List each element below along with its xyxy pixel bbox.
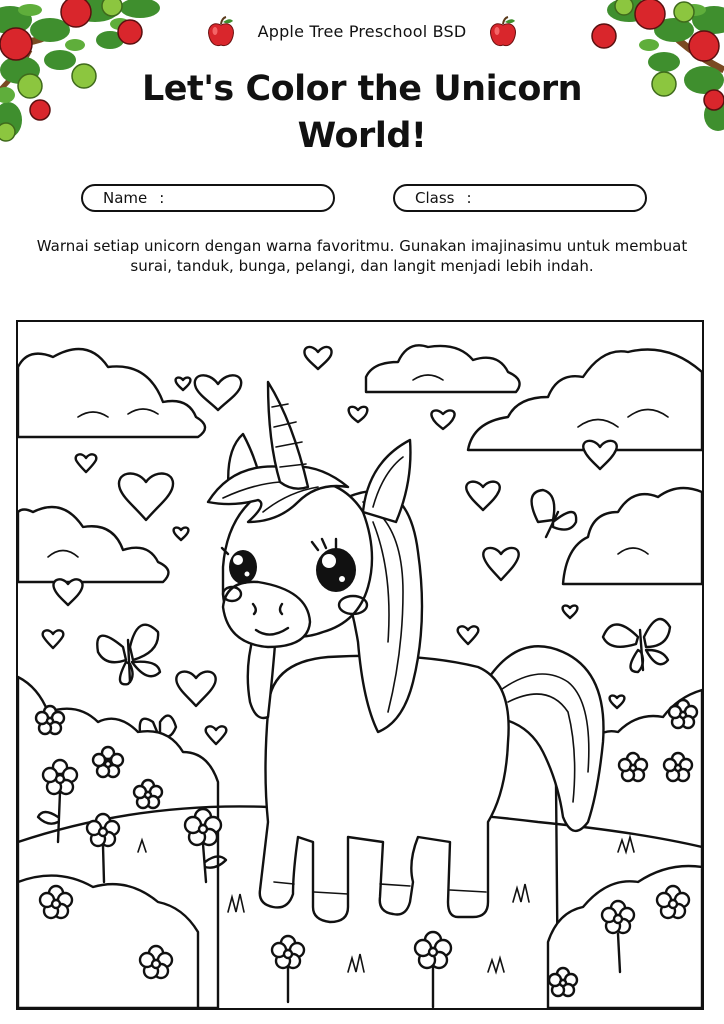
heart-icon: [174, 528, 189, 540]
class-label: Class: [415, 189, 455, 207]
butterfly-icon: [603, 619, 670, 672]
coloring-frame[interactable]: [16, 320, 704, 1010]
flower-icon: [415, 932, 451, 1007]
flower-icon: [272, 936, 304, 1002]
name-label: Name: [103, 189, 148, 207]
cloud-icon: [563, 488, 702, 584]
heart-icon: [431, 410, 454, 429]
heart-icon: [466, 482, 499, 510]
cloud-icon: [18, 349, 205, 437]
heart-icon: [610, 696, 625, 708]
cloud-icon: [366, 345, 520, 392]
heart-icon: [195, 375, 241, 410]
heart-icon: [176, 672, 215, 706]
unicorn-illustration: [18, 322, 702, 1008]
butterfly-icon: [97, 625, 160, 685]
heart-icon: [176, 378, 191, 390]
class-field[interactable]: [393, 184, 647, 212]
heart-icon: [53, 579, 82, 605]
class-separator: :: [466, 189, 472, 207]
name-separator: :: [159, 189, 165, 207]
heart-icon: [304, 347, 331, 369]
heart-icon: [563, 606, 578, 618]
unicorn-illustration: [208, 382, 604, 922]
name-field[interactable]: [81, 184, 335, 212]
school-name: Apple Tree Preschool BSD: [257, 22, 467, 41]
apple-icon: [488, 16, 518, 48]
heart-icon: [119, 474, 173, 520]
heart-icon: [349, 407, 368, 422]
butterfly-icon: [532, 490, 577, 537]
heart-icon: [206, 726, 227, 744]
heart-icon: [76, 454, 97, 472]
page-title-line1: Let's Color the Unicorn: [141, 69, 583, 109]
page-title: [112, 66, 612, 160]
heart-icon: [458, 626, 479, 644]
page-title-line2: World!: [297, 116, 427, 156]
heart-icon: [483, 548, 518, 580]
heart-icon: [43, 630, 64, 648]
instructions-text: Warnai setiap unicorn dengan warna favoritmu. Gunakan imajinasimu untuk membuat surai, tanduk, bunga, pelangi, dan langit menjadi lebih indah.: [36, 237, 688, 275]
heart-icon: [583, 441, 616, 469]
